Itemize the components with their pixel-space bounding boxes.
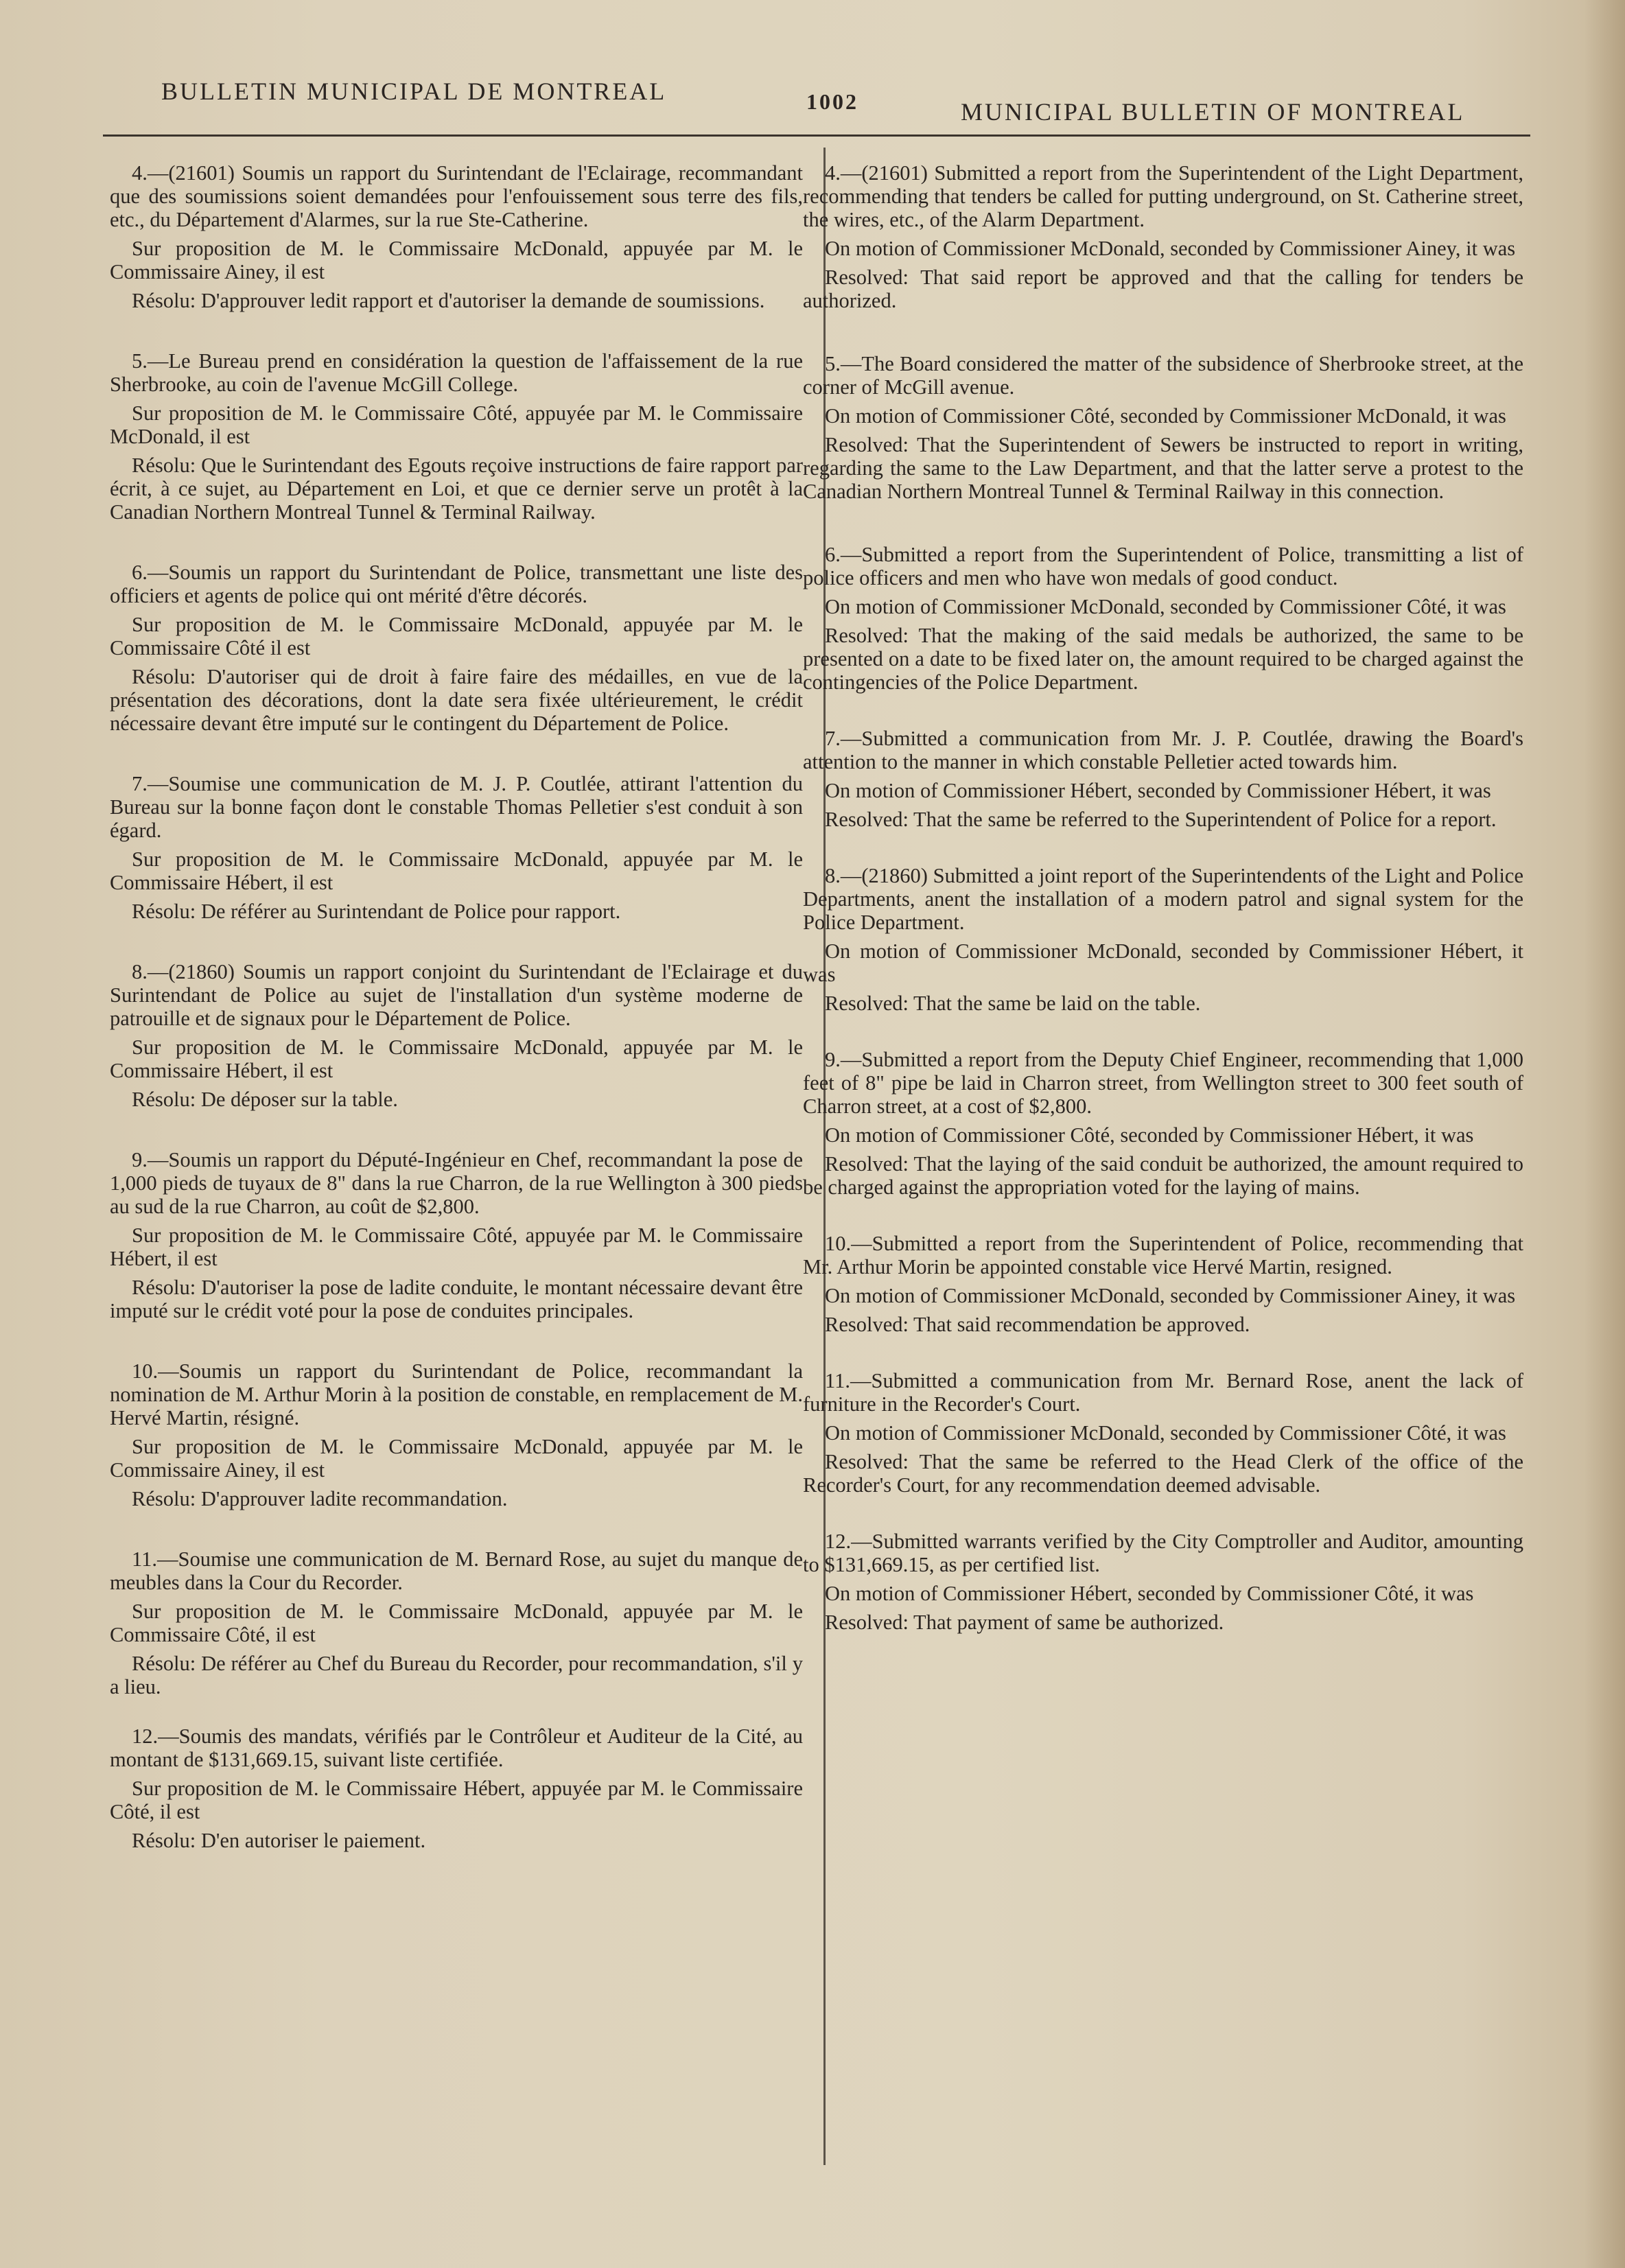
minute-resolution: Resolved: That the laying of the said conduit be authorized, the amount required to be charged against the appropriation voted for the laying of mains.: [803, 1152, 1523, 1199]
english-minute-item: [803, 543, 1523, 694]
minute-main: 6.—Submitted a report from the Superintendent of Police, transmitting a list of police officers and men who have won medals of good conduct.: [803, 543, 1523, 589]
minute-resolution: Résolu: D'approuver ledit rapport et d'autoriser la demande de soumissions.: [132, 289, 765, 312]
english-minute-item: [803, 1048, 1523, 1199]
minute-main: 6.—Soumis un rapport du Surintendant de Police, transmettant une liste des officiers et agents de police qui ont mérité d'être décorés.: [110, 561, 803, 607]
minute-resolution: Resolved: That payment of same be authorized.: [825, 1611, 1224, 1634]
minute-motion: On motion of Commissioner McDonald, seconded by Commissioner Hébert, it was: [803, 939, 1523, 986]
french-minute-item: [110, 772, 803, 923]
header-rule: [103, 135, 1530, 137]
french-minute-item: [110, 349, 803, 524]
minute-main: 7.—Submitted a communication from Mr. J. P. Coutlée, drawing the Board's attention to the manner in which constable Pelletier acted towards him.: [803, 727, 1523, 773]
minute-motion: Sur proposition de M. le Commissaire McDonald, appuyée par M. le Commissaire Ainey, il est: [110, 1435, 803, 1482]
header-french-title: BULLETIN MUNICIPAL DE MONTREAL: [161, 78, 667, 105]
minute-motion: On motion of Commissioner Côté, seconded by Commissioner McDonald, it was: [825, 404, 1506, 428]
english-minute-item: [803, 864, 1523, 1015]
header-english-title: MUNICIPAL BULLETIN OF MONTREAL: [961, 98, 1465, 126]
item-spacer: [110, 740, 803, 772]
french-minute-item: [110, 1725, 803, 1852]
minute-motion: On motion of Commissioner McDonald, seconded by Commissioner Ainey, it was: [825, 237, 1516, 260]
minute-motion: Sur proposition de M. le Commissaire McDonald, appuyée par M. le Commissaire Hébert, il est: [110, 847, 803, 894]
minute-main: 11.—Soumise une communication de M. Bernard Rose, au sujet du manque de meubles dans la Cour du Recorder.: [110, 1547, 803, 1594]
english-minute-item: [803, 1369, 1523, 1497]
french-minute-item: [110, 1547, 803, 1698]
item-spacer: [110, 1704, 803, 1725]
minute-main: 10.—Submitted a report from the Superintendent of Police, recommending that Mr. Arthur Morin be appointed constable vice Hervé Martin, resigned.: [803, 1232, 1523, 1278]
minute-resolution: Résolu: De déposer sur la table.: [132, 1088, 398, 1111]
item-spacer: [803, 1204, 1523, 1232]
french-minute-item: [110, 1359, 803, 1510]
english-minute-item: [803, 1232, 1523, 1336]
minute-resolution: Resolved: That the making of the said medals be authorized, the same to be presented on a date to be fixed later on, the amount required to be charged against the contingencies of the Police Department.: [803, 624, 1523, 694]
minute-motion: Sur proposition de M. le Commissaire McDonald, appuyée par M. le Commissaire Hébert, il est: [110, 1036, 803, 1082]
minute-resolution: Résolu: De référer au Chef du Bureau du Recorder, pour recommandation, s'il y a lieu.: [110, 1652, 803, 1698]
minute-resolution: Résolu: D'approuver ladite recommandation.: [132, 1487, 508, 1510]
minute-resolution: Résolu: De référer au Surintendant de Police pour rapport.: [132, 900, 621, 923]
minute-motion: On motion of Commissioner Hébert, seconded by Commissioner Côté, it was: [825, 1582, 1474, 1605]
minute-main: 8.—(21860) Submitted a joint report of the Superintendents of the Light and Police Departments, anent the installation of a modern patrol and signal system for the Police Department.: [803, 864, 1523, 934]
page-header: [158, 69, 1503, 124]
minute-motion: Sur proposition de M. le Commissaire Côté, appuyée par M. le Commissaire McDonald, il est: [110, 401, 803, 448]
minute-main: 5.—Le Bureau prend en considération la question de l'affaissement de la rue Sherbrooke, au coin de l'avenue McGill College.: [110, 349, 803, 396]
english-minute-item: [803, 161, 1523, 312]
minute-resolution: Résolu: D'en autoriser le paiement.: [132, 1829, 426, 1852]
minute-resolution: Résolu: D'autoriser qui de droit à faire faire des médailles, en vue de la présentation des décorations, dont la date sera fixée ultérieurement, le crédit nécessaire devant être imputé sur le contingent du Département de Police.: [110, 665, 803, 735]
minute-resolution: Résolu: Que le Surintendant des Egouts reçoive instructions de faire rapport par écrit, à ce sujet, au Département en Loi, et que ce dernier serve un protêt à la Canadian Northern Montreal Tunnel & Terminal Railway.: [110, 454, 803, 524]
item-spacer: [803, 1502, 1523, 1530]
item-spacer: [110, 1328, 803, 1359]
minute-resolution: Resolved: That said report be approved and that the calling for tenders be authorized.: [803, 266, 1523, 312]
minute-main: 9.—Soumis un rapport du Député-Ingénieur en Chef, recommandant la pose de 1,000 pieds de tuyaux de 8" dans la rue Charron, de la rue Wellington à 300 pieds au sud de la rue Charron, au coût de $2,800.: [110, 1148, 803, 1218]
item-spacer: [803, 699, 1523, 727]
minute-main: 11.—Submitted a communication from Mr. Bernard Rose, anent the lack of furniture in the Recorder's Court.: [803, 1369, 1523, 1416]
minute-main: 9.—Submitted a report from the Deputy Chief Engineer, recommending that 1,000 feet of 8" pipe be laid in Charron street, from Wellington street to 300 feet south of Charron street, at a cost of $2,800.: [803, 1048, 1523, 1118]
minute-main: 7.—Soumise une communication de M. J. P. Coutlée, attirant l'attention du Bureau sur la bonne façon dont le constable Thomas Pelletier s'est conduit à son égard.: [110, 772, 803, 842]
page-edge-shadow: [1584, 0, 1625, 2268]
page-number: 1002: [806, 89, 858, 114]
minute-motion: Sur proposition de M. le Commissaire Côté, appuyée par M. le Commissaire Hébert, il est: [110, 1224, 803, 1270]
minute-main: 8.—(21860) Soumis un rapport conjoint du Surintendant de l'Eclairage et du Surintendant de Police au sujet de l'installation d'un système moderne de patrouille et de signaux pour le Département de Police.: [110, 960, 803, 1030]
item-spacer: [110, 928, 803, 960]
item-spacer: [803, 508, 1523, 543]
item-spacer: [110, 1117, 803, 1148]
english-minute-item: [803, 1530, 1523, 1634]
item-spacer: [110, 1516, 803, 1547]
item-spacer: [803, 1020, 1523, 1048]
minute-motion: Sur proposition de M. le Commissaire McDonald, appuyée par M. le Commissaire Ainey, il est: [110, 237, 803, 283]
english-column: [803, 161, 1523, 1639]
minute-motion: On motion of Commissioner McDonald, seconded by Commissioner Côté, it was: [825, 595, 1506, 618]
english-minute-item: [803, 727, 1523, 831]
french-minute-item: [110, 161, 803, 312]
french-minute-item: [110, 561, 803, 735]
minute-main: 10.—Soumis un rapport du Surintendant de Police, recommandant la nomination de M. Arthur Morin à la position de constable, en remplacement de M. Hervé Martin, résigné.: [110, 1359, 803, 1429]
minute-motion: On motion of Commissioner Côté, seconded by Commissioner Hébert, it was: [825, 1123, 1474, 1147]
item-spacer: [803, 1342, 1523, 1369]
minute-resolution: Resolved: That the Superintendent of Sewers be instructed to report in writing, regarding the same to the Law Department, and that the latter serve a protest to the Canadian Northern Montreal Tunnel & Terminal Railway in this connection.: [803, 433, 1523, 503]
minute-main: 4.—(21601) Soumis un rapport du Surintendant de l'Eclairage, recommandant que des soumissions soient demandées pour l'enfouissement sous terre des fils, etc., du Département d'Alarmes, sur la rue Ste-Catherine.: [110, 161, 803, 231]
item-spacer: [110, 318, 803, 349]
minute-main: 5.—The Board considered the matter of the subsidence of Sherbrooke street, at the corner of McGill avenue.: [803, 352, 1523, 399]
item-spacer: [803, 318, 1523, 352]
item-spacer: [803, 837, 1523, 864]
minute-resolution: Resolved: That the same be referred to the Superintendent of Police for a report.: [825, 808, 1497, 831]
minute-main: 12.—Soumis des mandats, vérifiés par le Contrôleur et Auditeur de la Cité, au montant de $131,669.15, suivant liste certifiée.: [110, 1725, 803, 1771]
minute-motion: Sur proposition de M. le Commissaire McDonald, appuyée par M. le Commissaire Côté, il est: [110, 1600, 803, 1646]
english-minute-item: [803, 352, 1523, 503]
minute-resolution: Résolu: D'autoriser la pose de ladite conduite, le montant nécessaire devant être imputé sur le crédit voté pour la pose de conduites principales.: [110, 1276, 803, 1322]
minute-motion: Sur proposition de M. le Commissaire Hébert, appuyée par M. le Commissaire Côté, il est: [110, 1777, 803, 1823]
minute-motion: On motion of Commissioner Hébert, seconded by Commissioner Hébert, it was: [825, 779, 1491, 802]
minute-motion: On motion of Commissioner McDonald, seconded by Commissioner Côté, it was: [825, 1421, 1506, 1445]
minute-main: 4.—(21601) Submitted a report from the Superintendent of the Light Department, recommending that tenders be called for putting underground, on St. Catherine street, the wires, etc., of the Alarm Department.: [803, 161, 1523, 231]
french-column: [110, 161, 803, 1858]
minute-resolution: Resolved: That said recommendation be approved.: [825, 1313, 1250, 1336]
french-minute-item: [110, 960, 803, 1111]
item-spacer: [110, 529, 803, 561]
minute-resolution: Resolved: That the same be referred to the Head Clerk of the office of the Recorder's Court, for any recommendation deemed advisable.: [803, 1450, 1523, 1497]
minute-main: 12.—Submitted warrants verified by the City Comptroller and Auditor, amounting to $131,669.15, as per certified list.: [803, 1530, 1523, 1576]
minute-motion: Sur proposition de M. le Commissaire McDonald, appuyée par M. le Commissaire Côté il est: [110, 613, 803, 659]
minute-motion: On motion of Commissioner McDonald, seconded by Commissioner Ainey, it was: [825, 1284, 1516, 1307]
minute-resolution: Resolved: That the same be laid on the table.: [825, 992, 1201, 1015]
french-minute-item: [110, 1148, 803, 1322]
